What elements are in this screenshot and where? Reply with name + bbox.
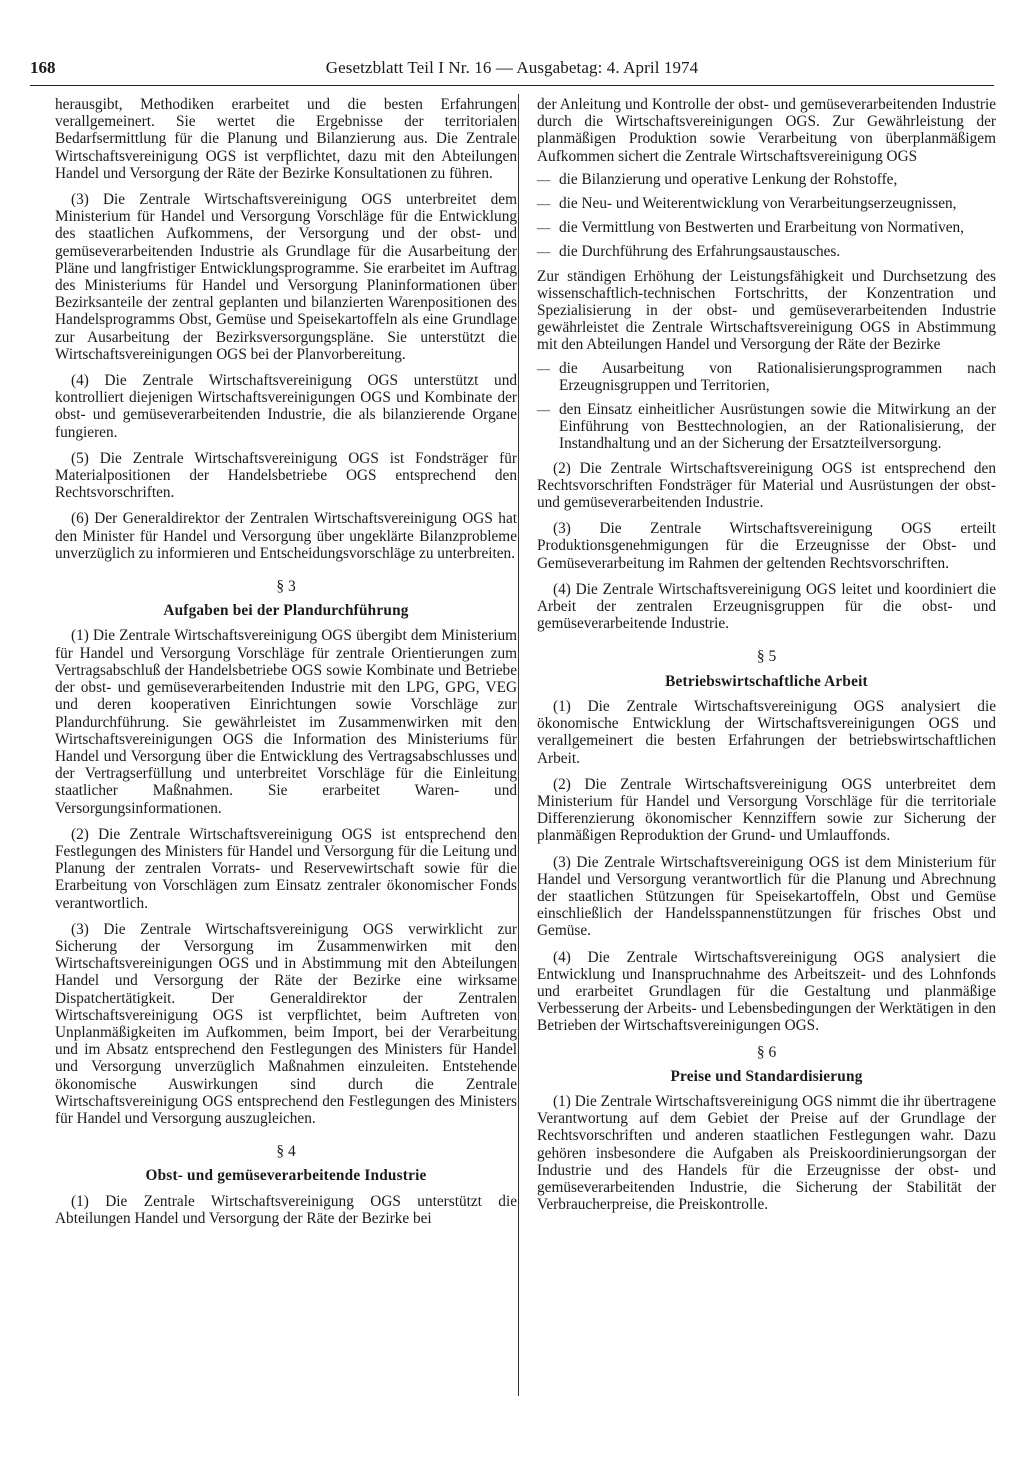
paragraph-4-1-continued: der Anleitung und Kontrolle der obst- und gemüseverarbeitenden Industrie durch die Wirtschaftsvereinigungen OGS. Zur Gewährleistung der planmäßigen Produktion sowie Verarbeitung von überplanmäßigem Aufkommen sichert die Zentrale Wirtschaftsvereinigung OGS — [537, 96, 996, 165]
header-rule — [30, 85, 994, 86]
section-5-number: § 5 — [756, 648, 777, 666]
paragraph-4-3: (3) Die Zentrale Wirtschaftsvereinigung OGS erteilt Produktionsgenehmigungen für die Erzeugnisse der Obst- und Gemüseverarbeitung im Rahmen der geltenden Rechtsvorschriften. — [537, 520, 996, 572]
paragraph-2-6: (6) Der Generaldirektor der Zentralen Wirtschaftsvereinigung OGS hat den Minister für Handel und Versorgung über ungeklärte Bilanzprobleme unverzüglich zu informieren und Entscheidungsvorschläge zu unterbreiten. — [55, 510, 517, 562]
column-divider — [518, 94, 519, 1396]
paragraph-4-2: (2) Die Zentrale Wirtschaftsvereinigung OGS ist entsprechend den Rechtsvorschriften Fondsträger für Material und Ausrüstungen der obst- und gemüseverarbeitenden Industrie. — [537, 459, 996, 512]
section-3-number: § 3 — [276, 578, 296, 596]
paragraph-5-1: (1) Die Zentrale Wirtschaftsvereinigung OGS analysiert die ökonomische Entwicklung der Wirtschaftsvereinigungen OGS und verallgemeinert die besten Erfahrungen der betriebswirtschaftlichen Arbeit. — [537, 697, 996, 767]
paragraph-6-1: (1) Die Zentrale Wirtschaftsvereinigung OGS nimmt die ihr übertragene Verantwortung auf dem Gebiet der Preise auf der Grundlage der Rechtsvorschriften und anderen staatlichen Festlegungen wahr. Dazu gehören insbesondere die Aufgaben als Preiskoordinierungsorgan der Industrie und des Handels für die Erzeugnisse der obst- und gemüseverarbeitenden Industrie, die Sicherung der Stabilität der Verbraucherpreise, die Preiskontrolle. — [537, 1092, 996, 1214]
paragraph-5-3: (3) Die Zentrale Wirtschaftsvereinigung OGS ist dem Ministerium für Handel und Versorgung verantwortlich für die Planung und Abrechnung der staatlichen Stützungen für Speisekartoffeln, Obst und Gemüse einschließlich der Handelsspannenstützungen für frisches Obst und Gemüse. — [537, 853, 996, 940]
paragraph-2-4: (4) Die Zentrale Wirtschaftsvereinigung OGS unterstützt und kontrolliert diejenigen Wirtschaftsvereinigungen OGS und Kombinate der obst- und gemüseverarbeitenden Industrie, die als bilanzierende Organe fungieren. — [55, 372, 517, 441]
list-item: — die Neu- und Weiterentwicklung von Verarbeitungserzeugnissen, — [537, 195, 996, 212]
running-title: Gesetzblatt Teil I Nr. 16 — Ausgabetag: 4. April 1974 — [325, 58, 699, 77]
section-6-title: Preise und Standardisierung — [670, 1067, 863, 1085]
paragraph-2-5: (5) Die Zentrale Wirtschaftsvereinigung OGS ist Fondsträger für Materialpositionen der Handelsbetriebe OGS entsprechend den Rechtsvorschriften. — [55, 449, 517, 502]
list-item: — den Einsatz einheitlicher Ausrüstungen sowie die Mitwirkung an der Einführung von Besttechnologien, an der Rationalisierung, der Instandhaltung und an der Sicherung der Ersatzteilversorgung. — [537, 401, 996, 453]
list-item: — die Bilanzierung und operative Lenkung der Rohstoffe, — [537, 171, 996, 188]
list-item: — die Vermittlung von Bestwerten und Erarbeitung von Normativen, — [537, 219, 996, 236]
section-4-number: § 4 — [276, 1143, 296, 1161]
paragraph-3-1: (1) Die Zentrale Wirtschaftsvereinigung OGS übergibt dem Ministerium für Handel und Versorgung Vorschläge für zentrale Orientierungen zum Vertragsabschluß der Handelsbetriebe OGS sowie Kombinate und Betriebe der obst- und gemüseverarbeitenden Industrie mit den LPG, GPG, VEG und deren kooperativen Einrichtungen sowie Vorschläge zur Plandurchführung. Sie gewährleistet im Zusammenwirken mit den Wirtschaftsvereinigungen OGS die Information des Ministeriums für Handel und Versorgung über die Entwicklung des Vertragsabschlusses und der Vertragserfüllung und unterbreitet Vorschläge für die Einleitung staatlicher Maßnahmen. Sie erarbeitet Waren- und Versorgungsinformationen. — [55, 627, 517, 817]
paragraph-4-1-middle: Zur ständigen Erhöhung der Leistungsfähigkeit und Durchsetzung des wissenschaftlich-technischen Fortschritts, der Konzentration und Spezialisierung in der obst- und gemüseverarbeitenden Industrie gewährleistet die Zentrale Wirtschaftsvereinigung OGS in Abstimmung mit den Abteilungen Handel und Versorgung der Räte der Bezirke — [537, 267, 996, 354]
paragraph-5-2: (2) Die Zentrale Wirtschaftsvereinigung OGS unterbreitet dem Ministerium für Handel und Versorgung Vorschläge für die territoriale Differenzierung ökonomischer Kennziffern sowie zur Sicherung der planmäßigen Reproduktion der Grund- und Umlauffonds. — [537, 775, 996, 845]
left-column — [55, 96, 517, 1236]
paragraph-5-4: (4) Die Zentrale Wirtschaftsvereinigung OGS analysiert die Entwicklung und Inanspruchnahme des Arbeitszeit- und des Lohnfonds und erarbeitet Grundlagen für die Gestaltung und planmäßige Verbesserung der Arbeits- und Lebensbedingungen der Werktätigen in den Betrieben der Wirtschaftsvereinigungen OGS. — [537, 948, 996, 1035]
paragraph-2-3: (3) Die Zentrale Wirtschaftsvereinigung OGS unterbreitet dem Ministerium für Handel und Versorgung Vorschläge für die Entwicklung des staatlichen Aufkommens, der Versorgung und der obst- und gemüseverarbeitenden Industrie als Grundlage für die Ausarbeitung der Pläne und langfristiger Entwicklungsprogramme. Sie erarbeitet im Auftrag des Ministeriums für Handel und Versorgung Planinformationen über Bezirksanteile der zentral geplanten und bilanzierten Warenpositionen des Handelsprogramms Obst, Gemüse und Speisekartoffeln als eine Grundlage zur Ausarbeitung der Bezirksversorgungspläne. Sie unterstützt die Wirtschaftsvereinigungen OGS bei der Planvorbereitung. — [55, 191, 517, 363]
page-header — [30, 58, 994, 82]
paragraph-continued: herausgibt, Methodiken erarbeitet und die besten Erfahrungen verallgemeinert. Sie wertet die Ergebnisse der territorialen Bedarfsermittlung für die Planung und Bilanzierung aus. Die Zentrale Wirtschaftsvereinigung OGS ist verpflichtet, dazu mit den Abteilungen Handel und Versorgung der Räte der Bezirke Konsultationen zu führen. — [55, 96, 517, 182]
section-3-title: Aufgaben bei der Plandurchführung — [163, 602, 409, 620]
rationalization-list — [537, 360, 996, 453]
measures-list — [537, 171, 996, 261]
paragraph-3-3: (3) Die Zentrale Wirtschaftsvereinigung OGS verwirklicht zur Sicherung der Versorgung im Zusammenwirken mit den Wirtschaftsvereinigungen OGS und in Abstimmung mit den Abteilungen Handel und Versorgung der Räte der Bezirke eine wirksame Dispatchertätigkeit. Der Generaldirektor der Zentralen Wirtschaftsvereinigung OGS ist verpflichtet, beim Auftreten von Unplanmäßigkeiten im Aufkommen, beim Import, bei der Verarbeitung und im Absatz entsprechend den Festlegungen des Ministers für Handel und Versorgung unverzüglich Maßnahmen einzuleiten. Entstehende ökonomische Auswirkungen sind durch die Zentrale Wirtschaftsvereinigung OGS entsprechend den Festlegungen des Ministers für Handel und Versorgung auszugleichen. — [55, 920, 517, 1127]
list-item: — die Durchführung des Erfahrungsaustausches. — [537, 243, 996, 260]
right-column — [537, 96, 996, 1218]
section-6-number: § 6 — [756, 1043, 777, 1061]
section-4-title: Obst- und gemüseverarbeitende Industrie — [145, 1167, 427, 1185]
list-item: — die Ausarbeitung von Rationalisierungsprogrammen nach Erzeugnisgruppen und Territorien, — [537, 360, 996, 394]
paragraph-4-1: (1) Die Zentrale Wirtschaftsvereinigung OGS unterstützt die Abteilungen Handel und Versorgung der Räte der Bezirke bei — [55, 1192, 517, 1227]
paragraph-3-2: (2) Die Zentrale Wirtschaftsvereinigung OGS ist entsprechend den Festlegungen des Ministers für Handel und Versorgung für die Leitung und Planung der zentralen Vorrats- und Reservewirtschaft sowie für die Erarbeitung von Vorschlägen zum Einsatz zentraler ökonomischer Fonds verantwortlich. — [55, 825, 517, 912]
page-number: 168 — [30, 58, 56, 77]
section-5-title: Betriebswirtschaftliche Arbeit — [665, 672, 868, 690]
paragraph-4-4: (4) Die Zentrale Wirtschaftsvereinigung OGS leitet und koordiniert die Arbeit der zentralen Erzeugnisgruppen für die obst- und gemüseverarbeitende Industrie. — [537, 580, 996, 633]
